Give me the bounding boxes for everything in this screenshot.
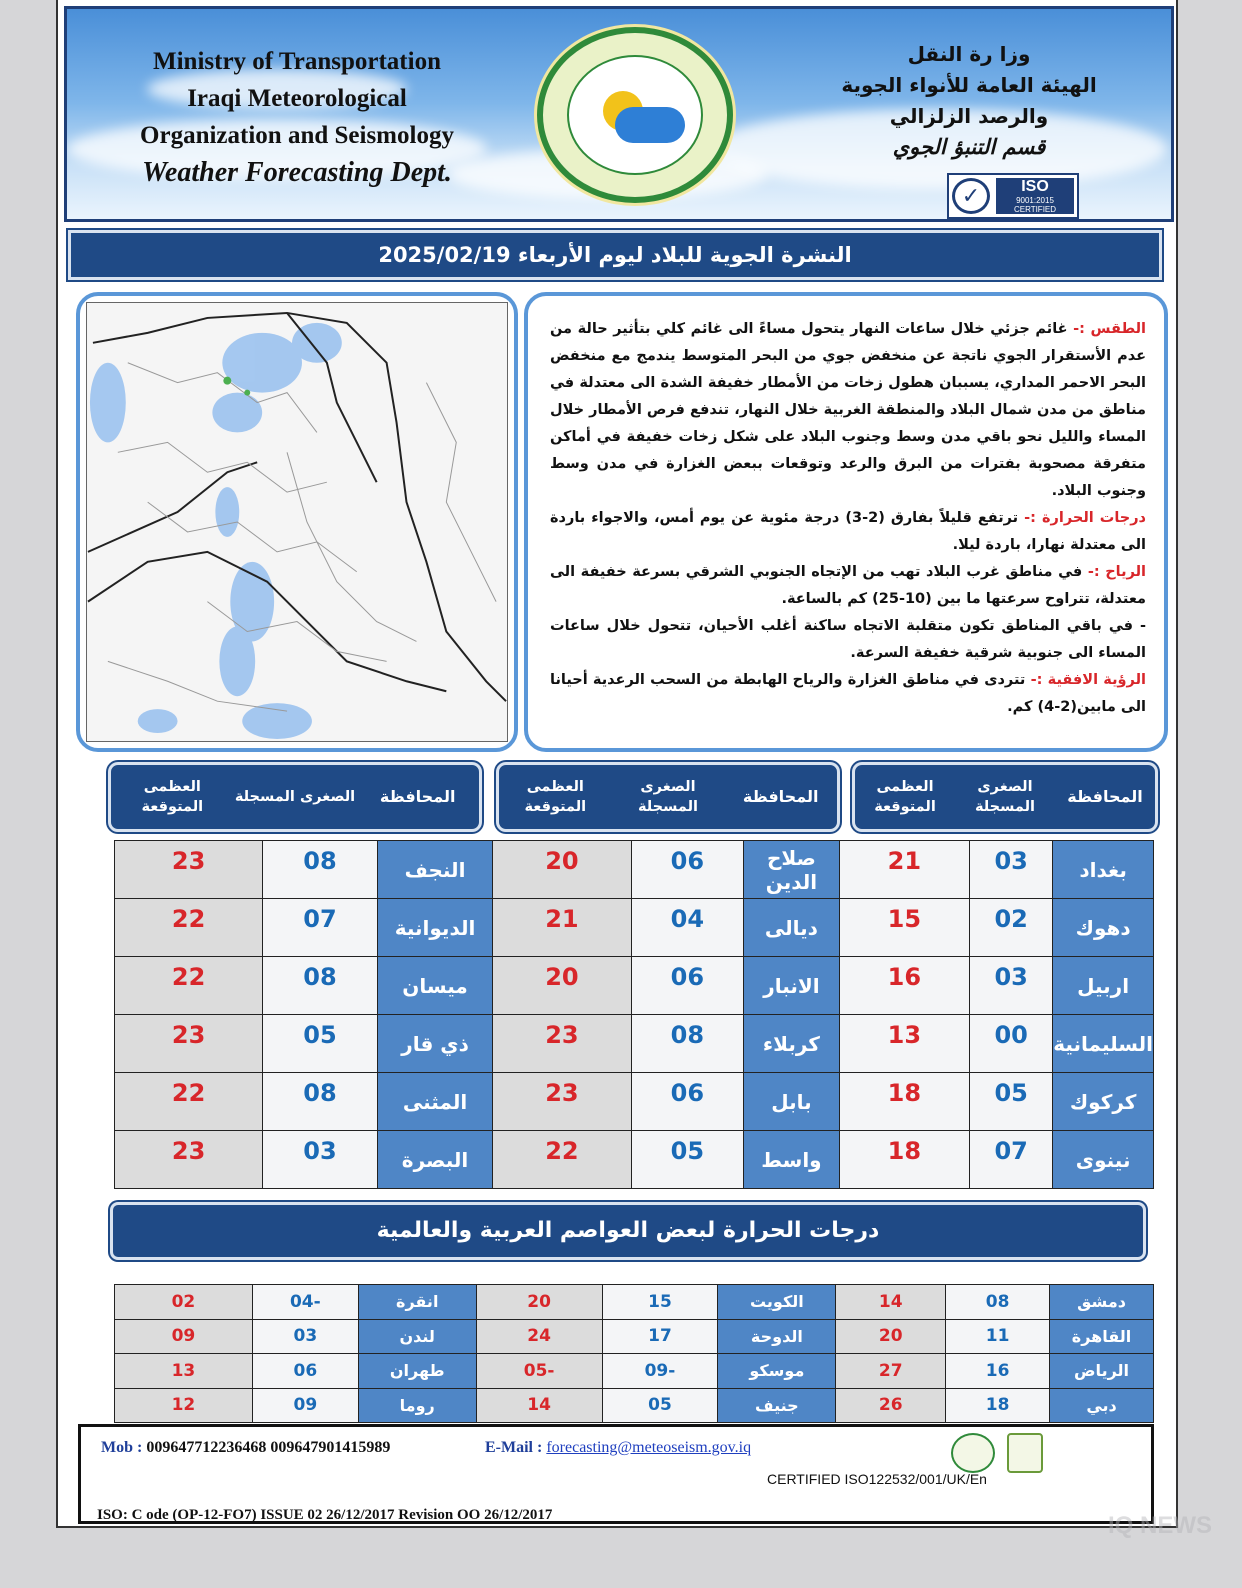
organization-name-en-2: Organization and Seismology bbox=[140, 122, 454, 149]
governorate-name: بابل bbox=[744, 1073, 839, 1131]
department-name-ar: قسم التنبؤ الجوي bbox=[892, 135, 1046, 159]
capital-max-temperature: 26 bbox=[836, 1388, 946, 1423]
min-temperature: 03 bbox=[970, 957, 1053, 1015]
capital-min-temperature: 08 bbox=[946, 1285, 1050, 1320]
partner-logo bbox=[1055, 1433, 1119, 1473]
email-contact bbox=[485, 1439, 751, 1457]
table-row bbox=[115, 1354, 1154, 1389]
governorate-name: الديوانية bbox=[377, 899, 492, 957]
temperature-text: ترتفع قليلاً بفارق (2-3) درجة مئوية عن يوم أمس، والاجواء باردة الى معتدلة نهارا، باردة ليلا. bbox=[550, 510, 1146, 553]
visibility-label: الرؤية الافقية :- bbox=[1030, 672, 1146, 688]
visibility-paragraph bbox=[550, 667, 1146, 721]
max-temperature: 22 bbox=[115, 957, 263, 1015]
table-row bbox=[115, 957, 1154, 1015]
forecast-text-frame bbox=[524, 292, 1168, 752]
min-temperature: 08 bbox=[263, 841, 378, 899]
header-banner bbox=[64, 6, 1174, 222]
capital-name: انقرة bbox=[358, 1285, 476, 1320]
min-temperature: 03 bbox=[263, 1131, 378, 1189]
capital-min-temperature: -04 bbox=[252, 1285, 358, 1320]
max-expected-header: العظمى المتوقعة bbox=[141, 779, 204, 815]
capital-min-temperature: 09 bbox=[252, 1388, 358, 1423]
min-temperature: 08 bbox=[631, 1015, 744, 1073]
min-temperature: 03 bbox=[970, 841, 1053, 899]
governorate-name: كركوك bbox=[1053, 1073, 1154, 1131]
governorate-name: النجف bbox=[377, 841, 492, 899]
cloud-icon bbox=[615, 107, 685, 143]
max-temperature: 13 bbox=[839, 1015, 969, 1073]
mobile-value: 009647712236468 009647901415989 bbox=[146, 1439, 391, 1456]
max-temperature: 20 bbox=[493, 957, 631, 1015]
capital-min-temperature: 03 bbox=[252, 1319, 358, 1354]
governorate-name: البصرة bbox=[377, 1131, 492, 1189]
email-label: E-Mail : bbox=[485, 1439, 543, 1456]
min-temperature: 06 bbox=[631, 841, 744, 899]
email-link[interactable]: forecasting@meteoseism.gov.iq bbox=[546, 1439, 752, 1456]
capital-max-temperature: 24 bbox=[476, 1319, 602, 1354]
weather-paragraph bbox=[550, 316, 1146, 505]
capital-min-temperature: -09 bbox=[602, 1354, 718, 1389]
capital-name: موسكو bbox=[718, 1354, 836, 1389]
capital-name: جنيف bbox=[718, 1388, 836, 1423]
wind-label: الرياح :- bbox=[1087, 564, 1147, 580]
governorate-name: كربلاء bbox=[744, 1015, 839, 1073]
capital-name: القاهرة bbox=[1050, 1319, 1154, 1354]
radar-map-frame bbox=[76, 292, 518, 752]
table-header-group-1 bbox=[852, 762, 1158, 832]
capital-max-temperature: 20 bbox=[476, 1285, 602, 1320]
max-temperature: 22 bbox=[115, 899, 263, 957]
governorate-name: السليمانية bbox=[1053, 1015, 1154, 1073]
radar-map bbox=[86, 302, 508, 742]
watermark: IQ NEWS bbox=[1107, 1512, 1212, 1539]
max-temperature: 23 bbox=[493, 1073, 631, 1131]
table-header-group-2 bbox=[496, 762, 840, 832]
capital-max-temperature: 09 bbox=[115, 1319, 253, 1354]
footer bbox=[78, 1424, 1154, 1524]
department-name-en: Weather Forecasting Dept. bbox=[142, 157, 452, 188]
wind-paragraph-2: - في باقي المناطق تكون متقلبة الاتجاه ساكنة أغلب الأحيان، تتحول خلال ساعات المساء الى جنوبية شرقية خفيفة السرعة. bbox=[550, 618, 1146, 661]
capital-name: الدوحة bbox=[718, 1319, 836, 1354]
table-header-group-3 bbox=[108, 762, 482, 832]
table-row bbox=[115, 1073, 1154, 1131]
certified-text: CERTIFIED ISO122532/001/UK/En bbox=[767, 1471, 987, 1487]
governorate-name: المثنى bbox=[377, 1073, 492, 1131]
organization-logo bbox=[537, 27, 733, 203]
min-temperature: 08 bbox=[263, 1073, 378, 1131]
min-temperature: 06 bbox=[631, 1073, 744, 1131]
footer-logos bbox=[951, 1433, 1119, 1473]
mobile-label: Mob : bbox=[101, 1439, 143, 1456]
table-row bbox=[115, 1015, 1154, 1073]
governorate-name: ميسان bbox=[377, 957, 492, 1015]
capital-min-temperature: 11 bbox=[946, 1319, 1050, 1354]
certification-logo bbox=[1007, 1433, 1043, 1473]
capital-max-temperature: 20 bbox=[836, 1319, 946, 1354]
governorate-name: نينوى bbox=[1053, 1131, 1154, 1189]
capital-max-temperature: 27 bbox=[836, 1354, 946, 1389]
bulletin-sheet bbox=[56, 0, 1178, 1528]
organization-name-ar-2: والرصد الزلزالي bbox=[889, 104, 1049, 128]
forecast-text bbox=[550, 316, 1146, 734]
max-expected-header: العظمى المتوقعة bbox=[874, 779, 936, 815]
min-temperature: 05 bbox=[970, 1073, 1053, 1131]
max-temperature: 20 bbox=[493, 841, 631, 899]
min-recorded-header: الصغرى المسجلة bbox=[974, 779, 1036, 815]
governorate-name: صلاح الدين bbox=[744, 841, 839, 899]
min-temperature: 07 bbox=[263, 899, 378, 957]
capital-min-temperature: 05 bbox=[602, 1388, 718, 1423]
min-temperature: 00 bbox=[970, 1015, 1053, 1073]
max-temperature: 22 bbox=[115, 1073, 263, 1131]
governorate-name: واسط bbox=[744, 1131, 839, 1189]
capital-max-temperature: -05 bbox=[476, 1354, 602, 1389]
max-expected-header: العظمى المتوقعة bbox=[524, 779, 587, 815]
visibility-text: تتردى في مناطق الغزارة والرياح الهابطة من السحب الرعدية أحيانا الى مابين(2-4) كم. bbox=[550, 672, 1146, 715]
capital-min-temperature: 17 bbox=[602, 1319, 718, 1354]
seal-logo bbox=[951, 1433, 995, 1473]
governorate-name: اربيل bbox=[1053, 957, 1154, 1015]
governorate-name: بغداد bbox=[1053, 841, 1154, 899]
wind-text: في مناطق غرب البلاد تهب من الإتجاه الجنوبي الشرقي بسرعة خفيفة الى معتدلة، تتراوح سرعتها ما بين (10-25) كم بالساعة. bbox=[550, 564, 1146, 607]
governorate-header: المحافظة bbox=[742, 787, 819, 806]
max-temperature: 22 bbox=[493, 1131, 631, 1189]
min-temperature: 08 bbox=[263, 957, 378, 1015]
governorate-header: المحافظة bbox=[1067, 787, 1143, 806]
weather-label: الطقس :- bbox=[1073, 321, 1146, 337]
bulletin-title: النشرة الجوية للبلاد ليوم الأربعاء 2025/02/19 bbox=[68, 230, 1162, 280]
capital-name: دمشق bbox=[1050, 1285, 1154, 1320]
max-temperature: 18 bbox=[839, 1131, 969, 1189]
english-header bbox=[97, 43, 497, 191]
iso-code-line: ISO: C ode (OP-12-FO7) ISSUE 02 26/12/2017 Revision OO 26/12/2017 bbox=[97, 1507, 553, 1523]
min-temperature: 06 bbox=[631, 957, 744, 1015]
capitals-temperature-table bbox=[114, 1284, 1154, 1423]
governorate-header: المحافظة bbox=[379, 787, 456, 806]
ministry-name-ar: وزا رة النقل bbox=[907, 42, 1031, 66]
governorate-name: الانبار bbox=[744, 957, 839, 1015]
max-temperature: 23 bbox=[115, 841, 263, 899]
max-temperature: 21 bbox=[493, 899, 631, 957]
capital-max-temperature: 12 bbox=[115, 1388, 253, 1423]
max-temperature: 15 bbox=[839, 899, 969, 957]
ministry-name-en: Ministry of Transportation bbox=[153, 48, 441, 75]
min-recorded-header: الصغرى المسجلة bbox=[234, 789, 356, 805]
min-temperature: 04 bbox=[631, 899, 744, 957]
capital-name: لندن bbox=[358, 1319, 476, 1354]
capital-name: الرياض bbox=[1050, 1354, 1154, 1389]
capital-min-temperature: 06 bbox=[252, 1354, 358, 1389]
table-row bbox=[115, 841, 1154, 899]
max-temperature: 23 bbox=[115, 1015, 263, 1073]
checkmark-icon: ✓ bbox=[952, 178, 990, 214]
capital-name: دبي bbox=[1050, 1388, 1154, 1423]
min-recorded-header: الصغرى المسجلة bbox=[637, 779, 699, 815]
max-temperature: 23 bbox=[493, 1015, 631, 1073]
wind-paragraph bbox=[550, 559, 1146, 613]
capital-min-temperature: 18 bbox=[946, 1388, 1050, 1423]
capitals-title: درجات الحرارة لبعض العواصم العربية والعالمية bbox=[110, 1202, 1146, 1260]
capital-min-temperature: 15 bbox=[602, 1285, 718, 1320]
capital-max-temperature: 14 bbox=[836, 1285, 946, 1320]
max-temperature: 23 bbox=[115, 1131, 263, 1189]
capital-max-temperature: 02 bbox=[115, 1285, 253, 1320]
table-row bbox=[115, 1388, 1154, 1423]
min-temperature: 02 bbox=[970, 899, 1053, 957]
max-temperature: 21 bbox=[839, 841, 969, 899]
table-row bbox=[115, 1131, 1154, 1189]
arabic-header bbox=[819, 39, 1119, 163]
temperature-paragraph bbox=[550, 505, 1146, 559]
table-row bbox=[115, 899, 1154, 957]
capital-name: الكويت bbox=[718, 1285, 836, 1320]
temperature-label: درجات الحرارة :- bbox=[1024, 510, 1147, 526]
min-temperature: 07 bbox=[970, 1131, 1053, 1189]
weather-text: غائم جزئي خلال ساعات النهار يتحول مساءً الى غائم كلي بتأثير حالة من عدم الأستقرار الجوي ناتجة عن منخفض جوي من البحر المتوسط يندمج مع منخفض البحر الاحمر المداري، يسببان هطول زخات من الأمطار خفيفة الشدة الى معتدلة في مناطق من مدن شمال البلاد والمنطقة الغربية خلال النهار، تندفع فرص الأمطار خلال المساء والليل نحو باقي مدن وسط وجنوب البلاد على شكل زخات خفيفة في أماكن متفرقة مصحوبة بفترات من البرق والرعد وتوقعات ببعض الغزارة في مدن وسط وجنوب البلاد. bbox=[550, 321, 1146, 499]
max-temperature: 16 bbox=[839, 957, 969, 1015]
capital-min-temperature: 16 bbox=[946, 1354, 1050, 1389]
min-temperature: 05 bbox=[263, 1015, 378, 1073]
iraq-radar-map-graphic bbox=[87, 303, 507, 741]
governorate-name: دهوك bbox=[1053, 899, 1154, 957]
table-row bbox=[115, 1285, 1154, 1320]
governorates-temperature-table bbox=[114, 840, 1154, 1189]
governorate-name: ذي قار bbox=[377, 1015, 492, 1073]
capital-max-temperature: 13 bbox=[115, 1354, 253, 1389]
mobile-numbers bbox=[101, 1439, 390, 1457]
capital-name: طهران bbox=[358, 1354, 476, 1389]
governorate-name: ديالى bbox=[744, 899, 839, 957]
capital-max-temperature: 14 bbox=[476, 1388, 602, 1423]
iso-certification-badge: ✓ ISO 9001:2015 CERTIFIED bbox=[947, 173, 1079, 219]
capital-name: روما bbox=[358, 1388, 476, 1423]
table-row bbox=[115, 1319, 1154, 1354]
organization-name-ar-1: الهيئة العامة للأنواء الجوية bbox=[841, 73, 1097, 97]
organization-name-en-1: Iraqi Meteorological bbox=[187, 85, 407, 112]
max-temperature: 18 bbox=[839, 1073, 969, 1131]
min-temperature: 05 bbox=[631, 1131, 744, 1189]
